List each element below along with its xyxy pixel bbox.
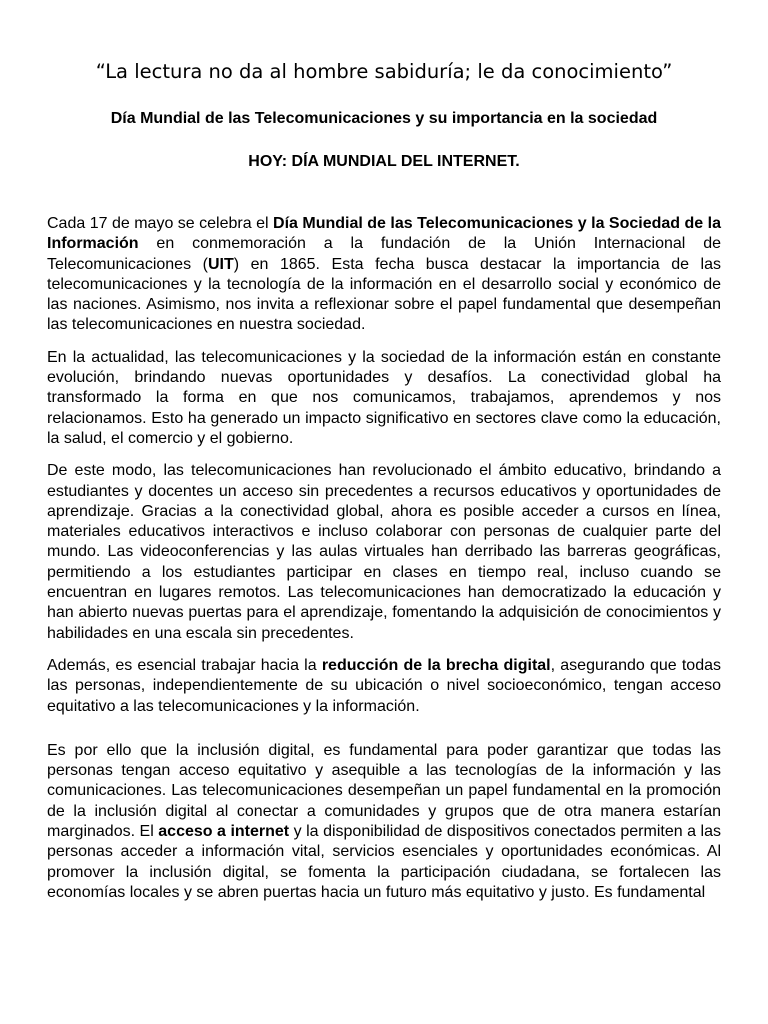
paragraph-4 [47, 656, 721, 717]
today-heading: HOY: DÍA MUNDIAL DEL INTERNET. [248, 153, 520, 170]
p1-text-c: en conmemoración a la fundación de la Unión Internacional de Telecomunicaciones ( [47, 235, 721, 273]
paragraph-2: En la actualidad, las telecomunicaciones y la sociedad de la información están en constante evolución, brindando nuevas oportunidades y desafíos. La conectividad global ha transformado la forma en que nos comunicamos, trabajamos, aprendemos y nos relacionamos. Esto ha generado un impacto significativo en sectores clave como la educación, la salud, el comercio y el gobierno. [47, 348, 721, 447]
paragraph-1 [47, 214, 721, 336]
p5-text-a: Es por ello que la inclusión digital, es fundamental para poder garantizar que todas las personas tengan acceso equitativo y asequible a las tecnologías de la información y las comunicaciones. Las telecomunicaciones desempeñan un papel fundamental en la promoción de la inclusión digital al conectar a comunidades y grupos que de otra manera estarían marginados. El [47, 741, 721, 841]
paragraph-5 [47, 741, 721, 903]
p1-text-a: Cada 17 de mayo se celebra el [47, 215, 274, 232]
quote-heading: “La lectura no da al hombre sabiduría; le da conocimiento” [95, 60, 673, 83]
p1-bold-uit: UIT [207, 255, 234, 273]
p4-bold-brecha: reducción de la brecha digital [321, 656, 551, 674]
p5-text-c: y la disponibilidad de dispositivos conectados permiten a las personas acceder a información vital, servicios esenciales y oportunidades económicas. Al promover la inclusión digital, se fomenta la participación ciudadana, se fortalecen las economías locales y se abren puertas hacia un futuro más equitativo y justo. Es fundamental [47, 823, 721, 901]
p4-text-a: Además, es esencial trabajar hacia la [47, 656, 322, 674]
paragraph-3: De este modo, las telecomunicaciones han revolucionado el ámbito educativo, brindando a estudiantes y docentes un acceso sin precedentes a recursos educativos y oportunidades de aprendizaje. Gracias a la conectividad global, ahora es posible acceder a cursos en línea, materiales educativos interactivos e incluso colaborar con personas de cualquier parte del mundo. Las videoconferencias y las aulas virtuales han derribado las barreras geográficas, permitiendo a los estudiantes participar en clases en tiempo real, incluso cuando se encuentran en lugares remotos. Las telecomunicaciones han democratizado la educación y han abierto nuevas puertas para el aprendizaje, fomentando la adquisición de conocimientos y habilidades en una escala sin precedentes. [47, 462, 721, 642]
p5-bold-internet: acceso a internet [158, 823, 290, 841]
subtitle-heading: Día Mundial de las Telecomunicaciones y su importancia en la sociedad [110, 110, 658, 127]
p4-text-c: , asegurando que todas las personas, independientemente de su ubicación o nivel socioeconómico, tengan acceso equitativo a las telecomunicaciones y la información. [47, 656, 721, 715]
p1-bold-event: Día Mundial de las Telecomunicaciones y la Sociedad de la Información [47, 215, 721, 253]
p1-text-d: ) en 1865. Esta fecha busca destacar la importancia de las telecomunicaciones y la tecnología de la información en el desarrollo social y económico de las naciones. Asimismo, nos invita a reflexionar sobre el papel fundamental que desempeñan las telecomunicaciones en nuestra sociedad. [47, 255, 721, 334]
article-body [47, 214, 721, 915]
